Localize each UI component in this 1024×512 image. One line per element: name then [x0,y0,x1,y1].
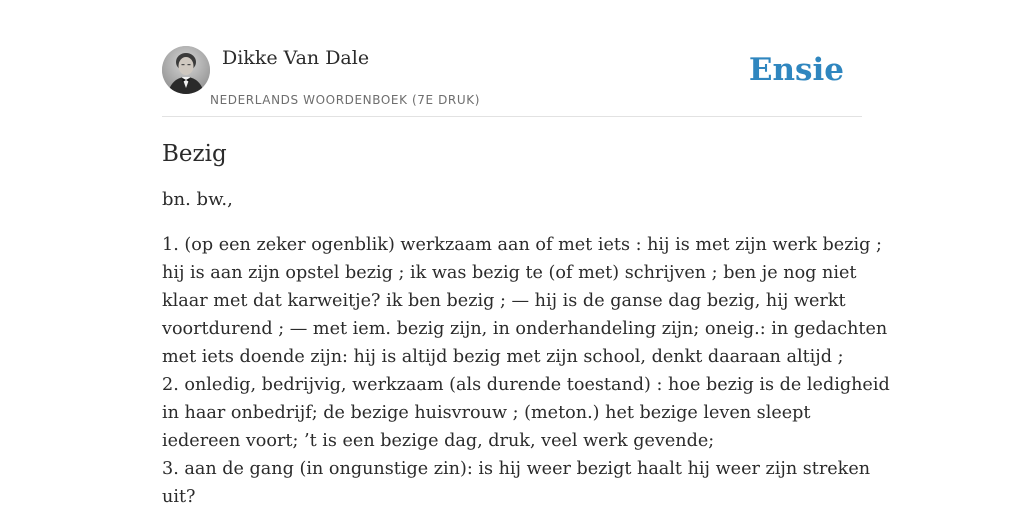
entry-content [162,138,890,511]
definition-line: iedereen voort; ’t is een bezige dag, druk, veel werk gevende; [162,431,715,451]
definition-line: 3. aan de gang (in ongunstige zin): is hij weer bezigt haalt hij weer zijn streken [162,459,871,479]
definition-line: klaar met dat karweitje? ik ben bezig ; — hij is de ganse dag bezig, hij werkt [162,291,846,311]
part-of-speech: bn. bw., [162,189,233,210]
source-title[interactable]: NEDERLANDS WOORDENBOEK (7E DRUK) [210,93,480,107]
definition-line: uit? [162,487,196,507]
definition-line: voortdurend ; — met iem. bezig zijn, in onderhandeling zijn; oneig.: in gedachten [162,319,888,339]
brand-logo[interactable]: Ensie [748,52,844,88]
entry-title: Bezig [162,141,227,167]
definition-line: in haar onbedrijf; de bezige huisvrouw ; (meton.) het bezige leven sleept [162,403,811,423]
definition-text [162,231,890,511]
author-avatar[interactable] [162,46,210,94]
site-header [162,46,862,117]
author-name[interactable]: Dikke Van Dale [222,47,370,69]
definition-line: 1. (op een zeker ogenblik) werkzaam aan of met iets : hij is met zijn werk bezig ; [162,235,882,255]
author-portrait-icon [162,46,210,94]
definition-line: 2. onledig, bedrijvig, werkzaam (als durende toestand) : hoe bezig is de ledigheid [162,375,890,395]
definition-line: hij is aan zijn opstel bezig ; ik was bezig te (of met) schrijven ; ben je nog niet [162,263,857,283]
definition-line: met iets doende zijn: hij is altijd bezig met zijn school, denkt daaraan altijd ; [162,347,844,367]
